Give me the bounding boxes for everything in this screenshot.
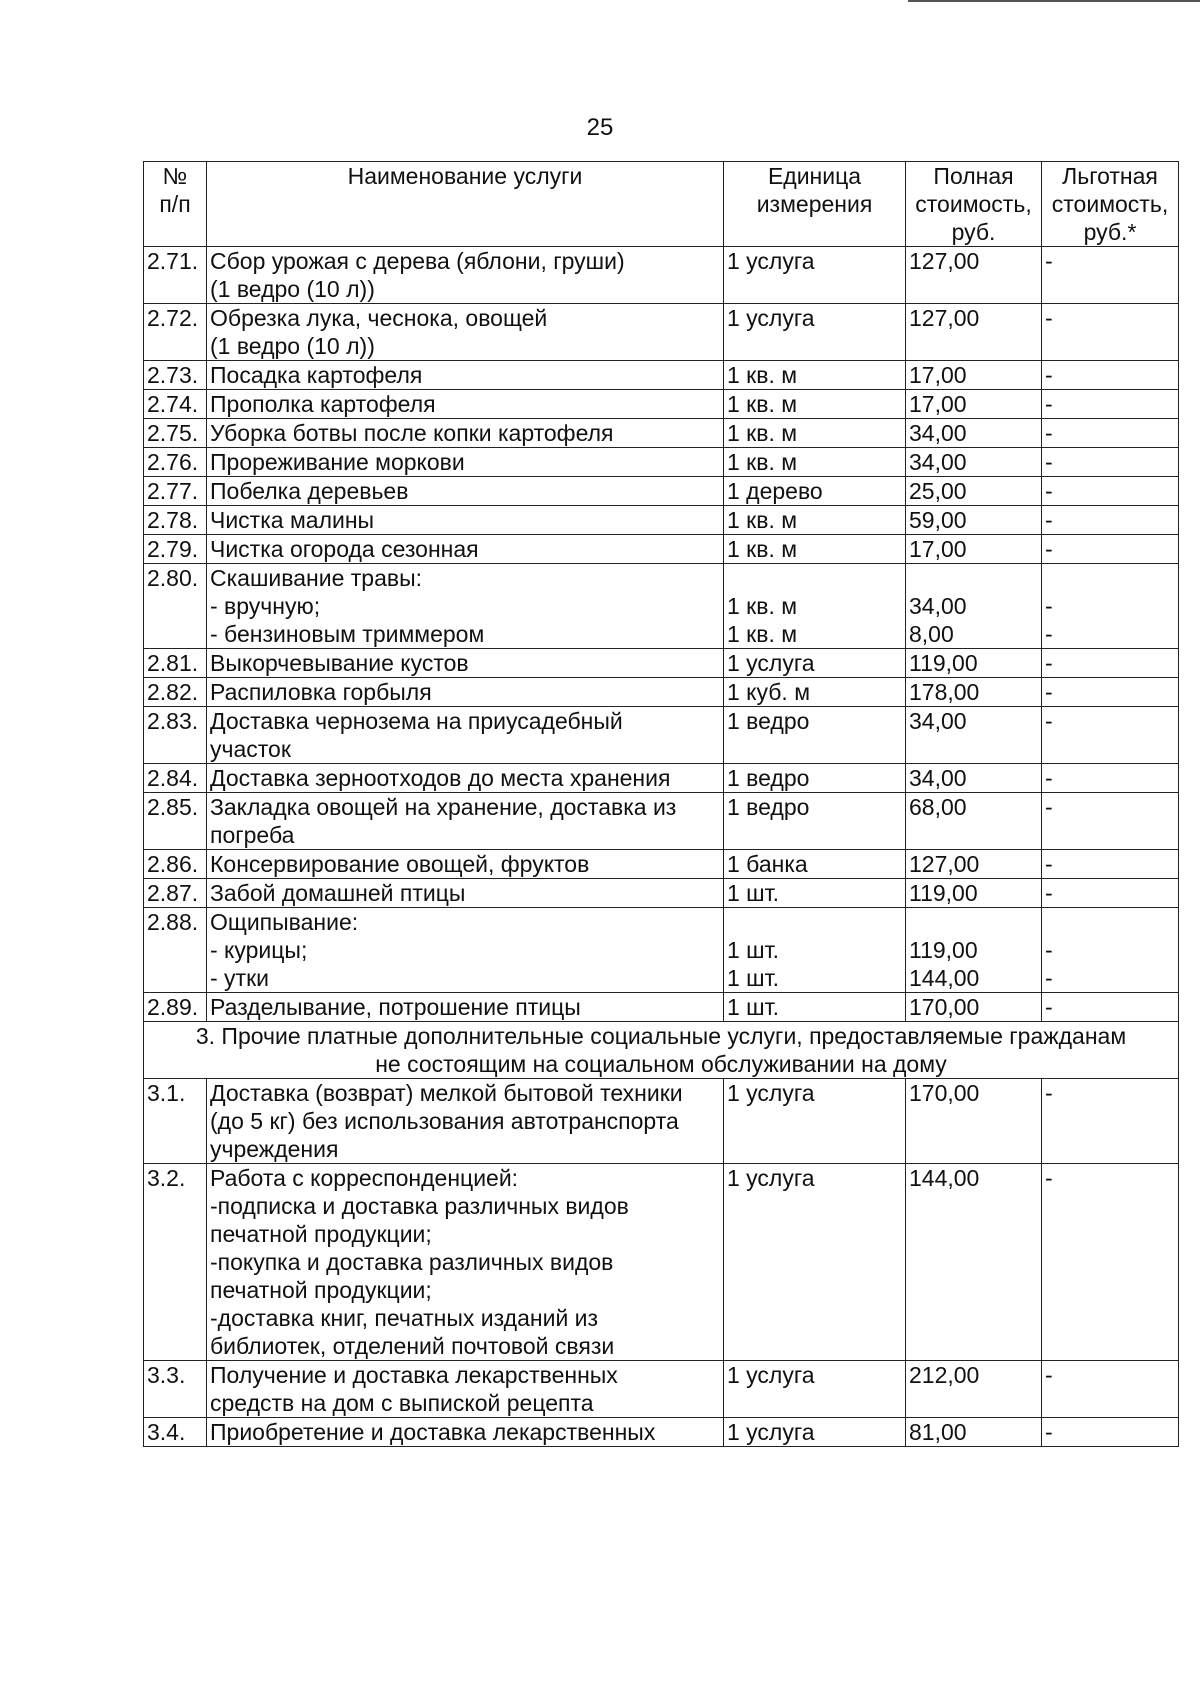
cell-preferential-price bbox=[1042, 419, 1179, 448]
cell-line: - bbox=[1045, 650, 1053, 676]
cell-service-name bbox=[207, 1418, 724, 1447]
cell-number: 2.84. bbox=[144, 764, 207, 793]
table-row bbox=[144, 564, 1179, 649]
cell-number: 2.71. bbox=[144, 247, 207, 304]
cell-preferential-price bbox=[1042, 879, 1179, 908]
cell-preferential-price bbox=[1042, 908, 1179, 993]
cell-full-price bbox=[906, 793, 1042, 850]
table-row bbox=[144, 1418, 1179, 1447]
header-unit bbox=[724, 162, 906, 247]
cell-line: Чистка малины bbox=[210, 507, 375, 533]
cell-service-name bbox=[207, 1164, 724, 1361]
cell-line: Полная bbox=[933, 163, 1014, 189]
cell-line bbox=[1045, 564, 1175, 592]
section-heading bbox=[144, 1022, 1179, 1079]
cell-line: Чистка огорода сезонная bbox=[210, 536, 479, 562]
cell-full-price bbox=[906, 707, 1042, 764]
cell-line: 127,00 bbox=[909, 305, 980, 331]
cell-line: 178,00 bbox=[909, 679, 980, 705]
cell-line: Выкорчевывание кустов bbox=[210, 650, 469, 676]
cell-line: 127,00 bbox=[909, 851, 980, 877]
cell-line: 1 услуга bbox=[727, 1165, 815, 1191]
table-row bbox=[144, 993, 1179, 1022]
table-row bbox=[144, 477, 1179, 506]
cell-line: - bbox=[1045, 305, 1053, 331]
cell-line: - bbox=[1045, 851, 1053, 877]
cell-full-price bbox=[906, 419, 1042, 448]
cell-full-price bbox=[906, 649, 1042, 678]
cell-line: 1 услуга bbox=[727, 1362, 815, 1388]
cell-service-name bbox=[207, 361, 724, 390]
cell-line: 34,00 bbox=[909, 420, 967, 446]
cell-preferential-price bbox=[1042, 649, 1179, 678]
cell-full-price bbox=[906, 506, 1042, 535]
cell-line: - утки bbox=[210, 965, 269, 991]
cell-line: 1 куб. м bbox=[727, 679, 811, 705]
cell-line: - bbox=[1045, 1165, 1053, 1191]
cell-line: печатной продукции; bbox=[210, 1277, 432, 1303]
cell-line: Доставка (возврат) мелкой бытовой техники bbox=[210, 1080, 683, 1106]
cell-service-name bbox=[207, 678, 724, 707]
cell-line: - bbox=[1045, 449, 1053, 475]
cell-line: Единица bbox=[767, 163, 862, 189]
page-number: 25 bbox=[586, 114, 614, 141]
cell-line: - bbox=[1045, 248, 1053, 274]
cell-full-price bbox=[906, 879, 1042, 908]
table-row bbox=[144, 764, 1179, 793]
cell-line: - bbox=[1045, 965, 1053, 991]
cell-unit bbox=[724, 535, 906, 564]
cell-line: Льготная bbox=[1062, 163, 1158, 189]
cell-line: погреба bbox=[210, 822, 295, 848]
cell-unit bbox=[724, 678, 906, 707]
table-row bbox=[144, 793, 1179, 850]
cell-line: (1 ведро (10 л)) bbox=[210, 333, 375, 359]
cell-service-name bbox=[207, 419, 724, 448]
cell-line: - bbox=[1045, 362, 1053, 388]
cell-line: - курицы; bbox=[210, 937, 308, 963]
cell-service-name bbox=[207, 1079, 724, 1164]
cell-preferential-price bbox=[1042, 707, 1179, 764]
cell-line: Доставка чернозема на приусадебный bbox=[210, 708, 623, 734]
cell-number: 3.2. bbox=[144, 1164, 207, 1361]
cell-line: - бензиновым триммером bbox=[210, 621, 485, 647]
cell-service-name bbox=[207, 993, 724, 1022]
cell-number: 2.72. bbox=[144, 304, 207, 361]
cell-service-name bbox=[207, 1361, 724, 1418]
cell-line: Сбор урожая с дерева (яблони, груши) bbox=[210, 248, 625, 274]
cell-service-name bbox=[207, 707, 724, 764]
cell-line: - bbox=[1045, 794, 1053, 820]
cell-unit bbox=[724, 1418, 906, 1447]
cell-full-price bbox=[906, 247, 1042, 304]
cell-line: 25,00 bbox=[909, 478, 967, 504]
header-full-price bbox=[906, 162, 1042, 247]
cell-line bbox=[909, 908, 1038, 936]
table-row bbox=[144, 247, 1179, 304]
cell-line: - вручную; bbox=[210, 593, 321, 619]
cell-unit bbox=[724, 649, 906, 678]
cell-line: 1 услуга bbox=[727, 305, 815, 331]
cell-line: - bbox=[1045, 679, 1053, 705]
cell-line: Получение и доставка лекарственных bbox=[210, 1362, 618, 1388]
cell-line: 1 кв. м bbox=[727, 391, 798, 417]
cell-unit bbox=[724, 506, 906, 535]
cell-line: 144,00 bbox=[909, 1165, 980, 1191]
cell-line: 81,00 bbox=[909, 1419, 967, 1445]
cell-line: Разделывание, потрошение птицы bbox=[210, 994, 581, 1020]
cell-line: 1 кв. м bbox=[727, 362, 798, 388]
cell-full-price bbox=[906, 1079, 1042, 1164]
cell-line: Ощипывание: bbox=[210, 909, 359, 935]
cell-line: Консервирование овощей, фруктов bbox=[210, 851, 590, 877]
cell-service-name bbox=[207, 879, 724, 908]
cell-line: -доставка книг, печатных изданий из bbox=[210, 1305, 599, 1331]
cell-line: печатной продукции; bbox=[210, 1221, 432, 1247]
cell-line: стоимость, bbox=[915, 191, 1032, 217]
cell-number: 2.89. bbox=[144, 993, 207, 1022]
cell-number: 2.87. bbox=[144, 879, 207, 908]
cell-preferential-price bbox=[1042, 477, 1179, 506]
cell-line: 170,00 bbox=[909, 1080, 980, 1106]
cell-line: 34,00 bbox=[909, 449, 967, 475]
cell-line: - bbox=[1045, 994, 1053, 1020]
cell-line: 1 кв. м bbox=[727, 621, 798, 647]
cell-preferential-price bbox=[1042, 850, 1179, 879]
cell-number: 2.81. bbox=[144, 649, 207, 678]
cell-full-price bbox=[906, 390, 1042, 419]
cell-line: Распиловка горбыля bbox=[210, 679, 432, 705]
table-row bbox=[144, 879, 1179, 908]
cell-line: (1 ведро (10 л)) bbox=[210, 276, 375, 302]
cell-line: Обрезка лука, чеснока, овощей bbox=[210, 305, 548, 331]
cell-preferential-price bbox=[1042, 1164, 1179, 1361]
cell-unit bbox=[724, 390, 906, 419]
cell-line: 17,00 bbox=[909, 536, 967, 562]
cell-service-name bbox=[207, 390, 724, 419]
cell-preferential-price bbox=[1042, 764, 1179, 793]
table-row bbox=[144, 361, 1179, 390]
cell-line: Прополка картофеля bbox=[210, 391, 436, 417]
cell-preferential-price bbox=[1042, 361, 1179, 390]
cell-preferential-price bbox=[1042, 993, 1179, 1022]
cell-line: - bbox=[1045, 937, 1053, 963]
cell-full-price bbox=[906, 908, 1042, 993]
cell-line: - bbox=[1045, 507, 1053, 533]
cell-line: - bbox=[1045, 391, 1053, 417]
cell-service-name bbox=[207, 764, 724, 793]
cell-number: 2.86. bbox=[144, 850, 207, 879]
cell-line bbox=[727, 908, 902, 936]
cell-preferential-price bbox=[1042, 564, 1179, 649]
cell-number: 2.80. bbox=[144, 564, 207, 649]
cell-line: 34,00 bbox=[909, 708, 967, 734]
table-row bbox=[144, 649, 1179, 678]
table-row bbox=[144, 850, 1179, 879]
cell-line: 119,00 bbox=[909, 880, 978, 906]
cell-line: 68,00 bbox=[909, 794, 967, 820]
cell-unit bbox=[724, 304, 906, 361]
cell-unit bbox=[724, 850, 906, 879]
cell-line: 1 кв. м bbox=[727, 536, 798, 562]
cell-preferential-price bbox=[1042, 1079, 1179, 1164]
cell-line: Скашивание травы: bbox=[210, 565, 423, 591]
cell-line: № bbox=[162, 163, 188, 189]
cell-preferential-price bbox=[1042, 793, 1179, 850]
cell-unit bbox=[724, 1164, 906, 1361]
cell-line: Забой домашней птицы bbox=[210, 880, 466, 906]
cell-line: 1 шт. bbox=[727, 994, 780, 1020]
cell-service-name bbox=[207, 564, 724, 649]
cell-full-price bbox=[906, 448, 1042, 477]
cell-service-name bbox=[207, 304, 724, 361]
cell-line: - bbox=[1045, 765, 1053, 791]
table-row bbox=[144, 908, 1179, 993]
cell-line bbox=[727, 564, 902, 592]
cell-line: Доставка зерноотходов до места хранения bbox=[210, 765, 671, 791]
cell-number: 3.4. bbox=[144, 1418, 207, 1447]
cell-line: Приобретение и доставка лекарственных bbox=[210, 1419, 656, 1445]
cell-line: библиотек, отделений почтовой связи bbox=[210, 1333, 615, 1359]
cell-unit bbox=[724, 448, 906, 477]
cell-number: 2.88. bbox=[144, 908, 207, 993]
cell-number: 2.76. bbox=[144, 448, 207, 477]
cell-full-price bbox=[906, 1418, 1042, 1447]
cell-line: (до 5 кг) без использования автотранспорта bbox=[210, 1108, 679, 1134]
cell-line: 34,00 bbox=[909, 765, 967, 791]
cell-line: 3. Прочие платные дополнительные социальные услуги, предоставляемые гражданам bbox=[195, 1023, 1127, 1049]
cell-line: 1 кв. м bbox=[727, 593, 798, 619]
cell-line: 34,00 bbox=[909, 593, 967, 619]
cell-unit bbox=[724, 1079, 906, 1164]
cell-line: Наименование услуги bbox=[347, 163, 583, 189]
section-heading-row bbox=[144, 1022, 1179, 1079]
table-row bbox=[144, 1361, 1179, 1418]
cell-line: 59,00 bbox=[909, 507, 967, 533]
cell-line: 1 кв. м bbox=[727, 507, 798, 533]
cell-unit bbox=[724, 764, 906, 793]
cell-unit bbox=[724, 361, 906, 390]
cell-line: 1 услуга bbox=[727, 248, 815, 274]
cell-line: - bbox=[1045, 1419, 1053, 1445]
header-preferential-price bbox=[1042, 162, 1179, 247]
cell-number: 3.3. bbox=[144, 1361, 207, 1418]
cell-full-price bbox=[906, 678, 1042, 707]
cell-line: 1 шт. bbox=[727, 965, 780, 991]
cell-line: - bbox=[1045, 880, 1053, 906]
cell-line: - bbox=[1045, 593, 1053, 619]
cell-full-price bbox=[906, 304, 1042, 361]
cell-service-name bbox=[207, 448, 724, 477]
cell-line: не состоящим на социальном обслуживании на дому bbox=[375, 1051, 947, 1077]
cell-line bbox=[909, 564, 1038, 592]
cell-line: 1 шт. bbox=[727, 880, 780, 906]
cell-line: -подписка и доставка различных видов bbox=[210, 1193, 629, 1219]
cell-preferential-price bbox=[1042, 1361, 1179, 1418]
table-row bbox=[144, 419, 1179, 448]
cell-line: 1 кв. м bbox=[727, 420, 798, 446]
cell-line: 1 ведро bbox=[727, 708, 810, 734]
cell-number: 2.75. bbox=[144, 419, 207, 448]
table-row bbox=[144, 390, 1179, 419]
cell-full-price bbox=[906, 564, 1042, 649]
cell-line: 1 услуга bbox=[727, 1419, 815, 1445]
cell-line: руб. bbox=[951, 219, 996, 245]
cell-full-price bbox=[906, 993, 1042, 1022]
cell-preferential-price bbox=[1042, 247, 1179, 304]
cell-unit bbox=[724, 477, 906, 506]
table-row bbox=[144, 1164, 1179, 1361]
cell-line: 212,00 bbox=[909, 1362, 980, 1388]
cell-line: руб.* bbox=[1083, 219, 1137, 245]
cell-line: - bbox=[1045, 621, 1053, 647]
cell-line: - bbox=[1045, 478, 1053, 504]
cell-full-price bbox=[906, 1164, 1042, 1361]
cell-line: 170,00 bbox=[909, 994, 980, 1020]
cell-line: 1 услуга bbox=[727, 1080, 815, 1106]
cell-line: 119,00 bbox=[909, 937, 978, 963]
cell-line: - bbox=[1045, 1362, 1053, 1388]
cell-service-name bbox=[207, 850, 724, 879]
cell-line: 144,00 bbox=[909, 965, 980, 991]
cell-preferential-price bbox=[1042, 678, 1179, 707]
cell-number: 2.74. bbox=[144, 390, 207, 419]
cell-line: 1 шт. bbox=[727, 937, 780, 963]
cell-number: 2.82. bbox=[144, 678, 207, 707]
cell-preferential-price bbox=[1042, 1418, 1179, 1447]
cell-unit bbox=[724, 1361, 906, 1418]
cell-line: 127,00 bbox=[909, 248, 980, 274]
cell-line: 1 кв. м bbox=[727, 449, 798, 475]
cell-line: Закладка овощей на хранение, доставка из bbox=[210, 794, 677, 820]
cell-line: Уборка ботвы после копки картофеля bbox=[210, 420, 614, 446]
cell-line: средств на дом с выпиской рецепта bbox=[210, 1390, 594, 1416]
cell-full-price bbox=[906, 361, 1042, 390]
cell-line: - bbox=[1045, 708, 1053, 734]
cell-unit bbox=[724, 707, 906, 764]
table-row bbox=[144, 678, 1179, 707]
cell-number: 2.78. bbox=[144, 506, 207, 535]
header-name bbox=[207, 162, 724, 247]
cell-preferential-price bbox=[1042, 304, 1179, 361]
cell-number: 2.77. bbox=[144, 477, 207, 506]
table-body bbox=[144, 247, 1179, 1447]
cell-line: 1 ведро bbox=[727, 794, 810, 820]
cell-line: 8,00 bbox=[909, 621, 954, 647]
cell-line bbox=[1045, 908, 1175, 936]
table-row bbox=[144, 448, 1179, 477]
cell-unit bbox=[724, 419, 906, 448]
cell-preferential-price bbox=[1042, 448, 1179, 477]
cell-line: Посадка картофеля bbox=[210, 362, 423, 388]
cell-line: 1 дерево bbox=[727, 478, 823, 504]
cell-service-name bbox=[207, 649, 724, 678]
table-row bbox=[144, 304, 1179, 361]
cell-service-name bbox=[207, 247, 724, 304]
cell-service-name bbox=[207, 535, 724, 564]
cell-number: 2.83. bbox=[144, 707, 207, 764]
cell-line: - bbox=[1045, 1080, 1053, 1106]
cell-unit bbox=[724, 993, 906, 1022]
cell-preferential-price bbox=[1042, 390, 1179, 419]
cell-line: 17,00 bbox=[909, 391, 967, 417]
price-table bbox=[143, 161, 1179, 1447]
cell-line: учреждения bbox=[210, 1136, 339, 1162]
table-row bbox=[144, 535, 1179, 564]
cell-preferential-price bbox=[1042, 506, 1179, 535]
cell-number: 2.85. bbox=[144, 793, 207, 850]
cell-service-name bbox=[207, 908, 724, 993]
cell-service-name bbox=[207, 477, 724, 506]
cell-number: 2.79. bbox=[144, 535, 207, 564]
cell-line: 17,00 bbox=[909, 362, 967, 388]
cell-line: участок bbox=[210, 736, 291, 762]
cell-line: стоимость, bbox=[1051, 191, 1169, 217]
cell-line: п/п bbox=[159, 191, 191, 217]
cell-unit bbox=[724, 879, 906, 908]
cell-full-price bbox=[906, 764, 1042, 793]
cell-line: измерения bbox=[756, 191, 873, 217]
cell-line: Прореживание моркови bbox=[210, 449, 465, 475]
table-row bbox=[144, 1079, 1179, 1164]
cell-number: 3.1. bbox=[144, 1079, 207, 1164]
cell-service-name bbox=[207, 506, 724, 535]
cell-unit bbox=[724, 564, 906, 649]
table-row bbox=[144, 506, 1179, 535]
cell-line: 1 услуга bbox=[727, 650, 815, 676]
cell-line: - bbox=[1045, 536, 1053, 562]
header-num bbox=[144, 162, 207, 247]
cell-unit bbox=[724, 908, 906, 993]
cell-line: 1 ведро bbox=[727, 765, 810, 791]
cell-number: 2.73. bbox=[144, 361, 207, 390]
table-row bbox=[144, 707, 1179, 764]
cell-line: 1 банка bbox=[727, 851, 808, 877]
cell-preferential-price bbox=[1042, 535, 1179, 564]
cell-line: - bbox=[1045, 420, 1053, 446]
cell-unit bbox=[724, 247, 906, 304]
top-rule bbox=[908, 0, 1200, 2]
cell-unit bbox=[724, 793, 906, 850]
cell-line: Работа с корреспонденцией: bbox=[210, 1165, 519, 1191]
cell-line: 119,00 bbox=[909, 650, 978, 676]
cell-full-price bbox=[906, 535, 1042, 564]
cell-line: -покупка и доставка различных видов bbox=[210, 1249, 614, 1275]
cell-full-price bbox=[906, 850, 1042, 879]
cell-line: Побелка деревьев bbox=[210, 478, 409, 504]
table-header-row bbox=[144, 162, 1179, 247]
cell-service-name bbox=[207, 793, 724, 850]
cell-full-price bbox=[906, 1361, 1042, 1418]
cell-full-price bbox=[906, 477, 1042, 506]
